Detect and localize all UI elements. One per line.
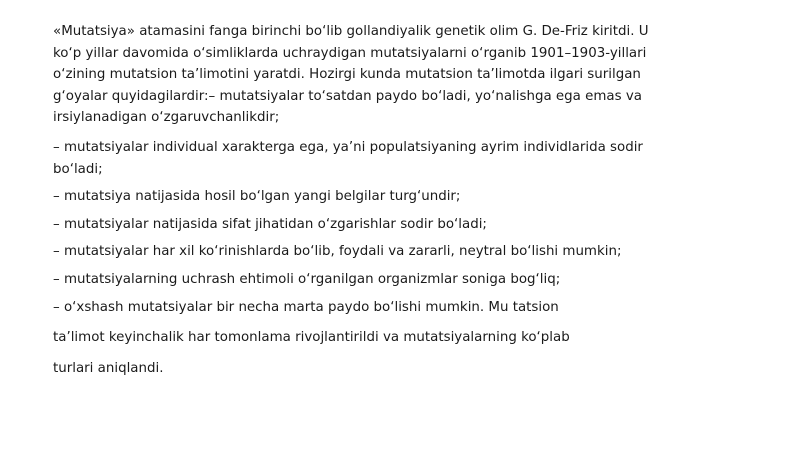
text-line: – o‘xshash mutatsiyalar bir necha marta paydo bo‘lishi mumkin. Mu tatsion <box>53 299 559 315</box>
text-line: «Mutatsiya» atamasini fanga birinchi bo‘lib gollandiyalik genetik olim G. De-Friz kiritdi. U <box>53 24 649 39</box>
text-line: – mutatsiyalar individual xarakterga ega, ya’ni populatsiyaning ayrim individlarida sodir <box>53 139 643 155</box>
text-line: – mutatsiyalar natijasida sifat jihatidan o‘zgarishlar sodir bo‘ladi; <box>53 216 487 232</box>
bullet-paragraph <box>53 137 753 180</box>
text-line: o‘zining mutatsion ta’limotini yaratdi. Hozirgi kunda mutatsion ta’limotda ilgari surilgan <box>53 67 641 83</box>
tail-paragraph <box>53 327 753 349</box>
bullet-paragraph <box>53 214 753 236</box>
bullet-paragraph <box>53 241 753 263</box>
text-line: bo‘ladi; <box>53 161 103 177</box>
tail-paragraph <box>53 358 753 380</box>
text-line: ta’limot keyinchalik har tomonlama rivojlantirildi va mutatsiyalarning ko‘plab <box>53 330 570 346</box>
text-line: irsiylanadigan o‘zgaruvchanlikdir; <box>53 110 280 126</box>
text-line: – mutatsiya natijasida hosil bo‘lgan yangi belgilar turg‘undir; <box>53 189 461 205</box>
intro-paragraph <box>53 21 753 129</box>
bullet-paragraph <box>53 269 753 291</box>
text-line: turlari aniqlandi. <box>53 360 164 376</box>
bullet-paragraph <box>53 186 753 208</box>
text-line: – mutatsiyalar har xil ko‘rinishlarda bo‘lib, foydali va zararli, neytral bo‘lishi mumkin; <box>53 244 622 260</box>
text-line: g‘oyalar quyidagilardir:– mutatsiyalar to‘satdan paydo bo‘ladi, yo‘nalishga ega emas va <box>53 88 642 104</box>
bullet-paragraph <box>53 297 753 319</box>
text-line: ko‘p yillar davomida o‘simliklarda uchraydigan mutatsiyalarni o‘rganib 1901–1903-yillari <box>53 45 647 61</box>
document-body <box>53 21 753 379</box>
text-line: – mutatsiyalarning uchrash ehtimoli o‘rganilgan organizmlar soniga bog‘liq; <box>53 271 561 287</box>
